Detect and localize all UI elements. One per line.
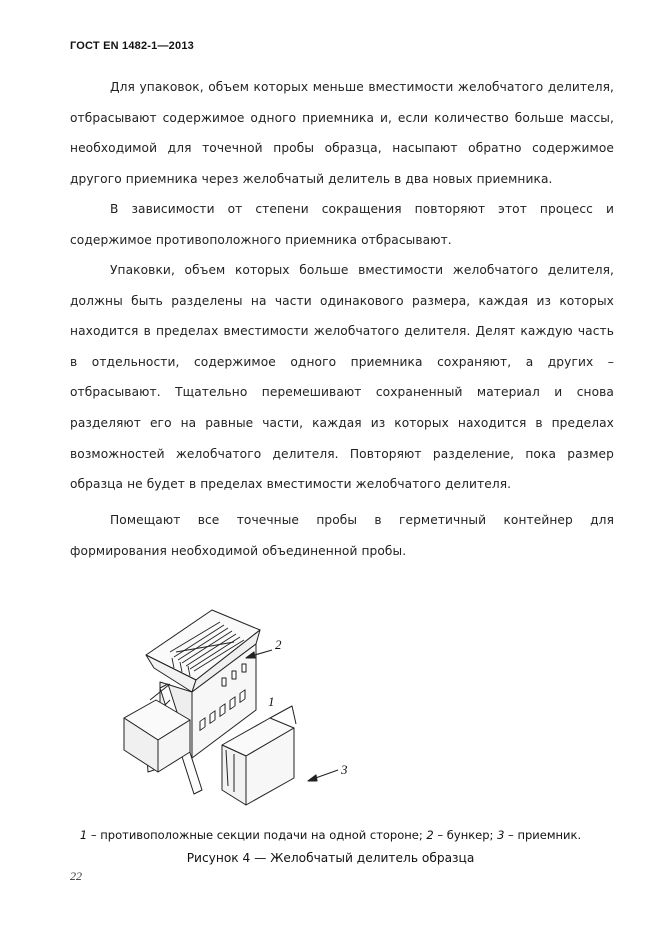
legend-number-3: 3: [497, 828, 505, 842]
figure-title: Рисунок 4 — Желобчатый делитель образца: [186, 851, 475, 865]
figure-legend: [40, 828, 621, 842]
riffle-divider-figure: [110, 600, 390, 810]
paragraph-3: Упаковки, объем которых больше вместимости желобчатого делителя, должны быть разделены на части одинакового размера, каждая из которых находится в пределах вместимости желобчатого делителя. Делят каждую часть в отдельности, содержимое одного приемника сохраняют, а других – отбрасывают. Тщательно перемешивают сохраненный материал и снова разделяют его на равные части, каждая из которых находится в пределах возможностей желобчатого делителя. Повторяют разделение, пока размер образца не будет в пределах вместимости желобчатого делителя.: [70, 263, 614, 492]
paragraph-4: Помещают все точечные пробы в герметичный контейнер для формирования необходимой объединенной пробы.: [70, 513, 614, 558]
paragraph-2: В зависимости от степени сокращения повторяют этот процесс и содержимое противоположного приемника отбрасывают.: [70, 202, 614, 247]
riffle-divider-drawing: [124, 610, 338, 805]
legend-number-2: 2: [426, 828, 434, 842]
figure-label-3: 3: [341, 762, 348, 777]
legend-text-2: – бункер;: [433, 828, 498, 842]
legend-number-1: 1: [79, 828, 88, 842]
page-number: 22: [70, 869, 82, 883]
figure-label-1: 1: [268, 694, 275, 709]
legend-text-3: – приемник.: [504, 828, 582, 842]
figure-label-2: 2: [275, 637, 282, 652]
paragraph-1: Для упаковок, объем которых меньше вместимости желобчатого делителя, отбрасывают содержимое одного приемника и, если количество больше массы, необходимой для точечной пробы образца, насыпают обратно содержимое другого приемника через желобчатый делитель в два новых приемника.: [70, 80, 614, 186]
document-header: ГОСТ EN 1482-1—2013: [70, 40, 194, 52]
legend-text-1: – противоположные секции подачи на одной стороне;: [87, 828, 427, 842]
